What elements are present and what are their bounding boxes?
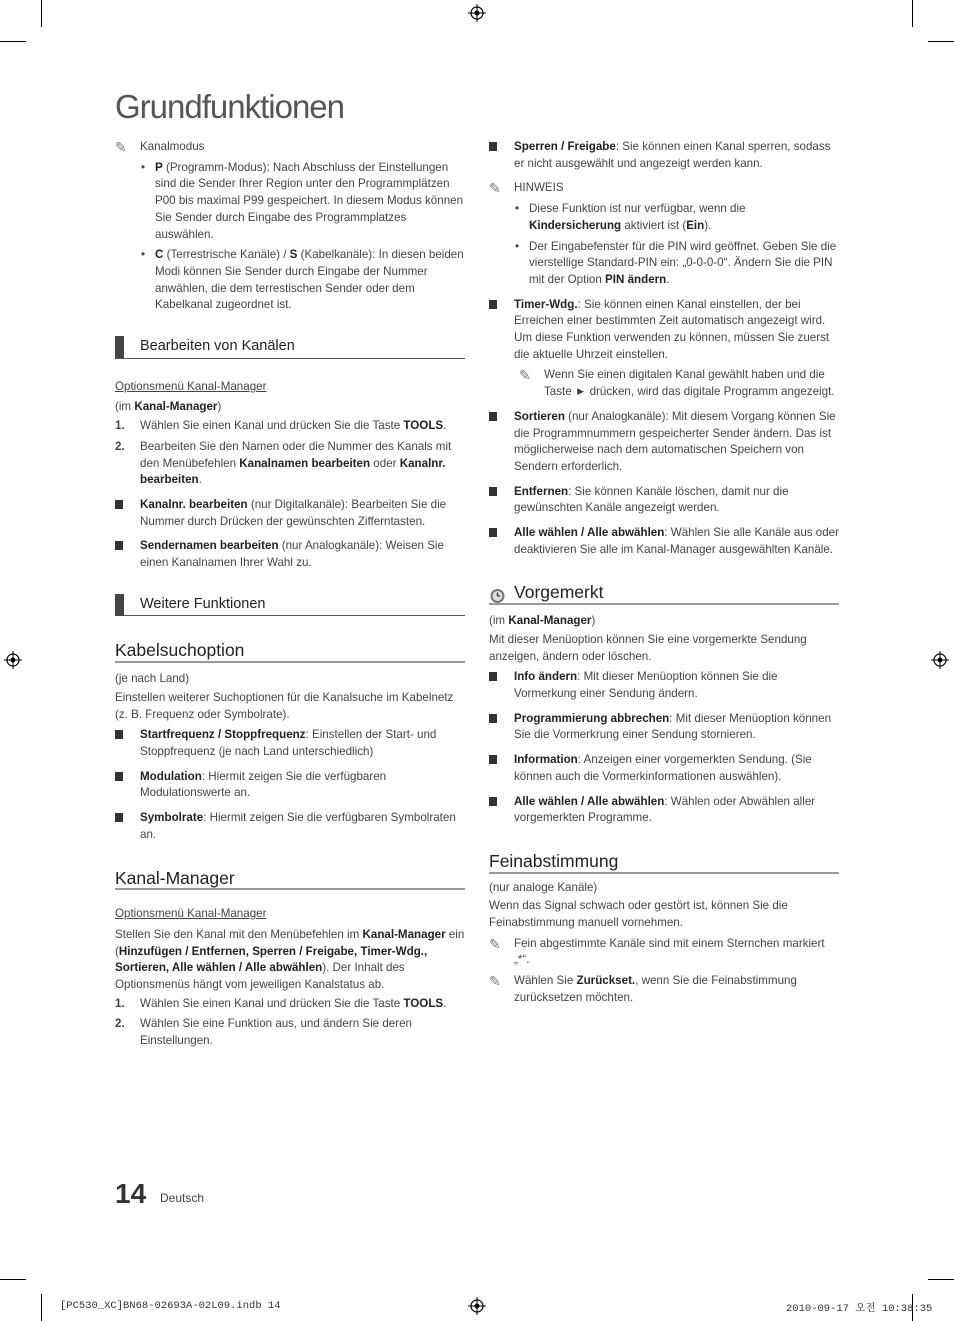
clock-icon xyxy=(489,587,506,604)
step-item: 1. Wählen Sie einen Kanal und drücken Sie die Taste TOOLS. xyxy=(115,419,447,433)
registration-mark-icon xyxy=(931,651,949,669)
step-item: 2. Bearbeiten Sie den Namen oder die Nummer des Kanals mit den Menübefehlen Kanalnamen bearbeiten oder Kanalnr. bearbeiten. xyxy=(115,439,452,487)
list-item: Info ändern: Mit dieser Menüoption können Sie die Vormerkung einer Sendung ändern. xyxy=(489,669,839,702)
note-kanalmodus: ✎ Kanalmodus xyxy=(115,139,205,155)
square-bullet-icon xyxy=(489,300,497,309)
im-kanal-manager: (im Kanal-Manager) xyxy=(115,400,222,414)
footer-timestamp: 2010-09-17 오전 10:38:35 xyxy=(786,1303,933,1315)
list-item: • Der Eingabefenster für die PIN wird geöffnet. Geben Sie die vierstellige Standard-PIN ein: „0-0-0-0“. Ändern Sie die PIN mit der Option PIN ändern. xyxy=(515,239,837,286)
pencil-note-icon: ✎ xyxy=(519,367,531,384)
heading-feinabstimmung: Feinabstimmung xyxy=(489,853,839,874)
list-item: Alle wählen / Alle abwählen: Wählen Sie alle Kanäle aus oder deaktivieren Sie alle im Kanal-Manager ausgewählten Kanäle. xyxy=(489,525,839,558)
square-bullet-icon xyxy=(489,487,497,496)
square-bullet-icon xyxy=(489,142,497,151)
square-bullet-icon xyxy=(489,755,497,764)
heading-vorgemerkt: Vorgemerkt xyxy=(489,584,839,605)
bullet-icon: • xyxy=(515,239,520,253)
registration-mark-icon xyxy=(4,651,22,669)
section-heading-weitere: Weitere Funktionen xyxy=(115,594,465,617)
list-item: Information: Anzeigen einer vorgemerkten Sendung. (Sie können auch die Vormerkinformationen auswählen). xyxy=(489,752,839,785)
footer-file-info: [PC530_XC]BN68-02693A-02L09.indb 14 xyxy=(60,1300,281,1312)
square-bullet-icon xyxy=(115,541,123,550)
crop-mark xyxy=(41,1294,42,1321)
square-bullet-icon xyxy=(115,730,123,739)
list-item: Sortieren (nur Analogkanäle): Mit diesem Vorgang können Sie die Programmnummern gespeicherter Sender ändern. Das ist möglicherweise nach dem automatischen Speichern von Sendern erforderlich. xyxy=(489,409,839,476)
note-timer: ✎ Wenn Sie einen digitalen Kanal gewählt haben und die Taste ► drücken, wird das digitale Programm angezeigt. xyxy=(519,367,835,399)
pencil-note-icon: ✎ xyxy=(489,973,501,990)
list-item: Programmierung abbrechen: Mit dieser Menüoption können Sie die Vormerkrung einer Sendung stornieren. xyxy=(489,711,839,744)
list-item: Alle wählen / Alle abwählen: Wählen oder Abwählen aller vorgemerkten Programme. xyxy=(489,794,839,827)
options-label: Optionsmenü Kanal-Manager xyxy=(115,379,267,393)
crop-mark xyxy=(41,0,42,27)
page-language: Deutsch xyxy=(160,1191,205,1205)
note-hinweis: ✎ HINWEIS xyxy=(489,180,564,197)
registration-mark-icon xyxy=(468,4,486,22)
note-fein: ✎ Fein abgestimmte Kanäle sind mit einem Sternchen markiert „*“. xyxy=(489,935,825,967)
registration-mark-icon xyxy=(468,1297,486,1315)
list-item: Startfrequenz / Stoppfrequenz: Einstellen der Start- und Stoppfrequenz (je nach Land unterschiedlich) xyxy=(115,727,465,760)
heading-kanal-manager: Kanal-Manager xyxy=(115,870,465,891)
crop-mark xyxy=(0,1279,26,1280)
page-title: Grundfunktionen xyxy=(115,88,345,125)
heading-bar xyxy=(115,336,124,358)
pencil-note-icon: ✎ xyxy=(489,935,501,952)
crop-mark xyxy=(928,1279,954,1280)
square-bullet-icon xyxy=(115,813,123,822)
list-item: • C (Terrestrische Kanäle) / S (Kabelkanäle): In diesen beiden Modi können Sie Sender durch Eingabe der Nummer anwählen, die dem terrestischen Sender oder dem Kabelkanal zugeordnet ist. xyxy=(141,248,464,312)
pencil-note-icon: ✎ xyxy=(489,180,501,197)
square-bullet-icon xyxy=(489,412,497,421)
heading-kabelsuchoption: Kabelsuchoption xyxy=(115,642,465,663)
square-bullet-icon xyxy=(489,797,497,806)
square-bullet-icon xyxy=(115,772,123,781)
list-item: Symbolrate: Hiermit zeigen Sie die verfügbaren Symbolraten an. xyxy=(115,810,465,843)
list-item: Timer-Wdg.: Sie können einen Kanal einstellen, der bei Erreichen einer bestimmten Zeit automatisch angezeigt wird. Um diese Funktion verwenden zu können, müssen Sie zuerst die aktuelle Uhrzeit einstellen. xyxy=(489,297,839,364)
list-item: • P (Programm-Modus): Nach Abschluss der Einstellungen sind die Sender Ihrer Region unter den Programmplätzen P00 bis maximal P99 gespeichert. In diesem Modus können Sie Sender durch Eingabe des Programmplatzes auswählen. xyxy=(141,160,464,241)
crop-mark xyxy=(0,41,26,42)
list-item: Entfernen: Sie können Kanäle löschen, damit nur die gewünschten Kanäle angezeigt werden. xyxy=(489,484,839,517)
list-item: Modulation: Hiermit zeigen Sie die verfügbaren Modulationswerte an. xyxy=(115,769,465,802)
bullet-icon: • xyxy=(141,160,146,174)
crop-mark xyxy=(928,41,954,42)
heading-bar xyxy=(115,594,124,616)
bullet-icon: • xyxy=(141,248,146,262)
step-item: 2. Wählen Sie eine Funktion aus, und ändern Sie deren Einstellungen. xyxy=(115,1017,412,1048)
list-item: Sperren / Freigabe: Sie können einen Kanal sperren, sodass er nicht ausgewählt und angezeigt werden kann. xyxy=(489,139,839,172)
square-bullet-icon xyxy=(489,672,497,681)
square-bullet-icon xyxy=(489,714,497,723)
square-bullet-icon xyxy=(115,500,123,509)
list-item: Kanalnr. bearbeiten (nur Digitalkanäle): Bearbeiten Sie die Nummer durch Drücken der gewünschten Zifferntasten. xyxy=(115,497,465,530)
step-item: 1. Wählen Sie einen Kanal und drücken Sie die Taste TOOLS. xyxy=(115,996,447,1010)
bullet-icon: • xyxy=(515,202,520,216)
right-column: Sperren / Freigabe: Sie können einen Kanal sperren, sodass er nicht ausgewählt und angezeigt werden kann. ✎ HINWEIS • Diese Funktion ist nur verfügbar, wenn die Kindersicherung aktiviert ist (Ein). • Der Eingabefenster für die PIN wird geöffnet. Geben Sie die vierstellige Standard-PIN ein: „0-0-0-0“. Ändern Sie die PIN mit der Option PIN ändern. Timer-Wdg.: Sie können einen Kanal einstellen, der bei Erreichen einer bestimmten Zeit automatisch angezeigt wird. Um diese Funktion verwenden zu können, müssen Sie zuerst die aktuelle Uhrzeit einstellen. ✎ Wenn Sie einen digitalen Kanal gewählt haben und die Taste ► drücken, wird das digitale Programm angezeigt. Sortieren (nur Analogkanäle): Mit diesem Vorgang können Sie die Programmnummern gespeicherter Sender ändern. Das ist möglicherweise nach dem automatischen Speichern von Sendern erforderlich. Entfernen: Sie können Kanäle löschen, damit nur die gewünschten Kanäle angezeigt werden. Alle wählen / Alle abwählen: Wählen Sie alle Kanäle aus oder deaktivieren Sie alle im Kanal-Manager ausgewählten Kanäle. Vorgemerkt (im Kanal-Manager) Mit dieser Menüoption können Sie eine vorgemerkte Sendung anzeigen, ändern oder löschen. Info ändern: Mit dieser Menüoption können Sie die Vormerkung einer Sendung ändern. Programmierung abbrechen: Mit dieser Menüoption können Sie die Vormerkrung einer Sendung stornieren. Information: Anzeigen einer vorgemerkten Sendung. (Sie können auch die Vormerkinformationen auswählen). Alle wählen / Alle abwählen: Wählen oder Abwählen aller vorgemerkten Programme. Feinabstimmung (nur analoge Kanäle) Wenn das Signal schwach oder gestört ist, können Sie die Feinabstimmung manuell vornehmen. ✎ Fein abgestimmte Kanäle sind mit einem Sternchen markiert „*“. ✎ Wählen Sie Zurückset., wenn Sie die Feinabstimmung zurücksetzen möchten. xyxy=(489,139,839,1007)
pencil-note-icon: ✎ xyxy=(115,139,127,155)
page-number: 14 xyxy=(115,1178,147,1209)
crop-mark xyxy=(912,0,913,27)
square-bullet-icon xyxy=(489,528,497,537)
list-item: • Diese Funktion ist nur verfügbar, wenn die Kindersicherung aktiviert ist (Ein). xyxy=(515,202,746,232)
list-item: Sendernamen bearbeiten (nur Analogkanäle): Weisen Sie einen Kanalnamen Ihrer Wahl zu. xyxy=(115,538,465,571)
note-zuruecksetzen: ✎ Wählen Sie Zurückset., wenn Sie die Feinabstimmung zurücksetzen möchten. xyxy=(489,973,797,1004)
section-heading-bearbeiten: Bearbeiten von Kanälen xyxy=(115,336,465,359)
left-column: ✎ Kanalmodus • P (Programm-Modus): Nach Abschluss der Einstellungen sind die Sender Ihrer Region unter den Programmplätzen P00 bis maximal P99 gespeichert. In diesem Modus können Sie Sender durch Eingabe des Programmplatzes auswählen. • C (Terrestrische Kanäle) / S (Kabelkanäle): In diesen beiden Modi können Sie Sender durch Eingabe der Nummer anwählen, die dem terrestischen Sender oder dem Kabelkanal zugeordnet ist. Bearbeiten von Kanälen Optionsmenü Kanal-Manager (im Kanal-Manager) 1. Wählen Sie einen Kanal und drücken Sie die Taste TOOLS. 2. Bearbeiten Sie den Namen oder die Nummer des Kanals mit den Menübefehlen Kanalnamen bearbeiten oder Kanalnr. bearbeiten. Kanalnr. bearbeiten (nur Digitalkanäle): Bearbeiten Sie die Nummer durch Drücken der gewünschten Zifferntasten. Sendernamen bearbeiten (nur Analogkanäle): Weisen Sie einen Kanalnamen Ihrer Wahl zu. Weitere Funktionen Kabelsuchoption (je nach Land) Einstellen weiterer Suchoptionen für die Kanalsuche im Kabelnetz (z. B. Frequenz oder Symbolrate). Startfrequenz / Stoppfrequenz: Einstellen der Start- und Stoppfrequenz (je nach Land unterschiedlich) Modulation: Hiermit zeigen Sie die verfügbaren Modulationswerte an. Symbolrate: Hiermit zeigen Sie die verfügbaren Symbolraten an. Kanal-Manager Optionsmenü Kanal-Manager Stellen Sie den Kanal mit den Menübefehlen im Kanal-Manager ein (Hinzufügen / Entfernen, Sperren / Freigabe, Timer-Wdg., Sortieren, Alle wählen / Alle abwählen). Der Inhalt des Optionsmenüs hängt vom jeweiligen Kanalstatus ab. 1. Wählen Sie einen Kanal und drücken Sie die Taste TOOLS. 2. Wählen Sie eine Funktion aus, und ändern Sie deren Einstellungen. xyxy=(115,139,465,1050)
